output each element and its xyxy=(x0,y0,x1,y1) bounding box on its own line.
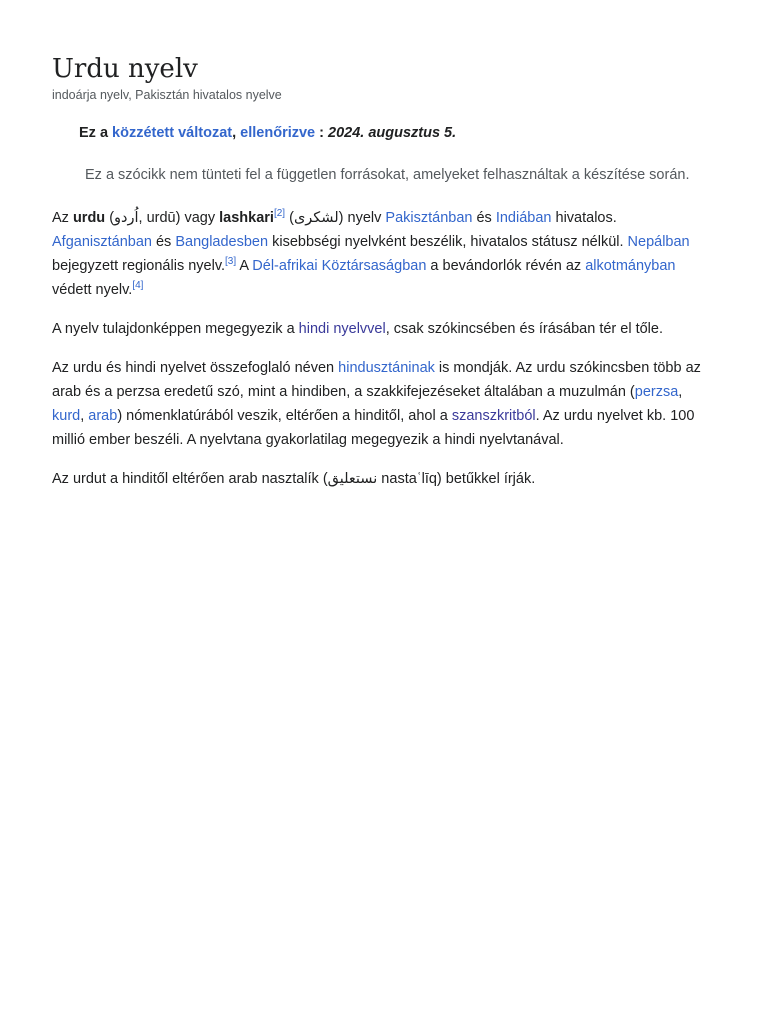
text: Az urdu és hindi nyelvet összefoglaló néven xyxy=(52,360,339,376)
text: is mondják. Az urdu szókincsben több az arab és a perzsa eredetű szó, mint a hindiben, a szakkifejezéseket általában a muzulmán ( xyxy=(52,360,701,400)
text: Az urdut a hinditől eltérően arab nasztalík ( xyxy=(52,471,328,487)
reference-3[interactable] xyxy=(225,256,236,267)
text: kisebbségi nyelvként beszélik, hivatalos státusz nélkül. xyxy=(268,234,628,250)
nastaliq-script: نستعلیق xyxy=(327,471,378,487)
reviewed-link[interactable]: ellenőrizve xyxy=(240,125,316,141)
text: A nyelv tulajdonképpen megegyezik a xyxy=(52,321,299,337)
link-hindustani[interactable]: hindusztáninak xyxy=(338,360,435,376)
text: a bevándorlók révén az xyxy=(426,258,586,274)
link-hindi-language[interactable]: hindi nyelvvel xyxy=(298,321,386,337)
text: A xyxy=(236,258,253,274)
text: , xyxy=(678,384,683,400)
text: ( xyxy=(105,210,115,226)
text: hivatalos. xyxy=(551,210,617,226)
revision-comma: , xyxy=(232,125,241,141)
link-sanskrit[interactable]: szanszkritból xyxy=(451,408,536,424)
page-subtitle: indoárja nyelv, Pakisztán hivatalos nyelve xyxy=(52,88,282,102)
link-constitution[interactable]: alkotmányban xyxy=(585,258,676,274)
paragraph-hindustani xyxy=(52,356,716,452)
text: , xyxy=(80,408,89,424)
paragraph-hindi xyxy=(52,317,716,341)
link-india[interactable]: Indiában xyxy=(495,210,552,226)
article-body xyxy=(52,206,716,491)
text: ) nómenklatúrából veszik, eltérően a hinditől, ahol a xyxy=(117,408,452,424)
article-page xyxy=(0,0,768,491)
published-version-link[interactable]: közzétett változat xyxy=(112,125,233,141)
text: és xyxy=(151,234,176,250)
link-pakistan[interactable]: Pakisztánban xyxy=(385,210,473,226)
bold-term-urdu: urdu xyxy=(72,210,106,226)
revision-status xyxy=(79,123,716,143)
text: ) nyelv xyxy=(338,210,386,226)
paragraph-intro xyxy=(52,206,716,302)
text: és xyxy=(472,210,496,226)
link-south-africa[interactable]: Dél-afrikai Köztársaságban xyxy=(252,258,427,274)
urdu-script-urdu: اُردو xyxy=(114,210,139,226)
link-bangladesh[interactable]: Bangladesben xyxy=(175,234,269,250)
reference-3-link[interactable]: [3] xyxy=(225,256,237,267)
text: nastaʿlīq) betűkkel írják. xyxy=(377,471,536,487)
link-arabic[interactable]: arab xyxy=(88,408,118,424)
sources-notice: Ez a szócikk nem tünteti fel a független forrásokat, amelyeket felhasználtak a készítése során. xyxy=(85,167,690,183)
reference-4[interactable] xyxy=(132,280,143,291)
bold-term-lashkari: lashkari xyxy=(219,210,274,226)
reference-2[interactable] xyxy=(274,208,285,219)
text: ( xyxy=(285,210,294,226)
text: , urdū) vagy xyxy=(138,210,220,226)
revision-date: 2024. augusztus 5. xyxy=(328,125,457,141)
page-title: Urdu nyelv xyxy=(52,54,198,84)
text: Az xyxy=(52,210,73,226)
text: , csak szókincsében és írásában tér el tőle. xyxy=(385,321,663,337)
revision-colon: : xyxy=(315,125,329,141)
text: . Az urdu nyelvet kb. 100 millió ember beszéli. A nyelvtana gyakorlatilag megegyezik a hindi nyelvtanával. xyxy=(52,408,695,448)
text: bejegyzett regionális nyelv. xyxy=(52,258,226,274)
paragraph-script xyxy=(52,467,716,491)
text: védett nyelv. xyxy=(52,282,133,298)
reference-2-link[interactable]: [2] xyxy=(273,208,286,219)
link-kurdish[interactable]: kurd xyxy=(52,408,81,424)
urdu-script-lashkari: لشکری xyxy=(293,210,339,226)
revision-prefix: Ez a xyxy=(79,125,113,141)
reference-4-link[interactable]: [4] xyxy=(132,280,144,291)
link-nepal[interactable]: Nepálban xyxy=(627,234,690,250)
link-afghanistan[interactable]: Afganisztánban xyxy=(52,234,152,250)
link-persian[interactable]: perzsa xyxy=(634,384,679,400)
